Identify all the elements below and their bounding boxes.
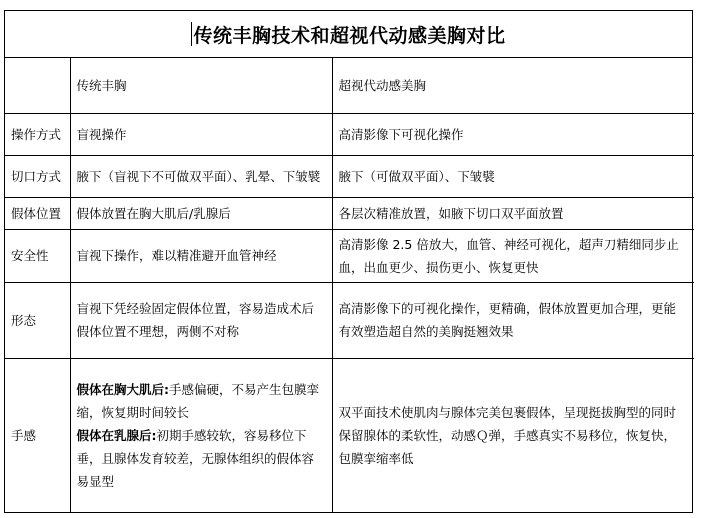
row-label[interactable]: 操作方式: [5, 113, 70, 155]
new-method-cell[interactable]: 腋下（可做双平面）、下皱襞: [332, 155, 694, 197]
new-method-cell[interactable]: 双平面技术使肌肉与腺体完美包裹假体，呈现挺拔胸型的同时保留腺体的柔软性，动感Ｑ弹，手感真实不易移位，恢复快，包膜挛缩率低: [332, 358, 694, 512]
traditional-cell[interactable]: 腋下（盲视下不可做双平面）、乳晕、下皱襞: [70, 155, 332, 197]
table-row: [5, 358, 694, 512]
row-label[interactable]: 切口方式: [5, 155, 70, 197]
table-header-row: [5, 58, 694, 113]
implant-under-muscle-text: 手感偏硬，不易产生包膜挛缩，恢复期时间较长: [76, 381, 320, 420]
implant-under-gland-label: 假体在乳腺后:: [76, 427, 157, 443]
implant-under-gland-text: 初期手感较软，容易移位下垂，且腺体发育较差，无腺体组织的假体容易显型: [76, 427, 315, 489]
new-method-cell[interactable]: 各层次精准放置，如腋下切口双平面放置: [332, 197, 694, 229]
new-method-cell[interactable]: 高清影像 2.5 倍放大，血管、神经可视化，超声刀精细同步止血，出血更少、损伤更小、恢复更快: [332, 229, 694, 282]
traditional-cell[interactable]: 盲视操作: [70, 113, 332, 155]
title-row: [5, 11, 692, 58]
table-row: [5, 229, 694, 282]
new-method-cell[interactable]: 高清影像下的可视化操作，更精确，假体放置更加合理，更能有效塑造超自然的美胸挺翘效果: [332, 282, 694, 358]
table-row: [5, 155, 694, 197]
row-label[interactable]: 形态: [5, 282, 70, 358]
row-label[interactable]: 安全性: [5, 229, 70, 282]
header-new-method[interactable]: 超视代动感美胸: [332, 58, 694, 113]
comparison-document: [4, 10, 693, 513]
table-row: [5, 113, 694, 155]
table-row: [5, 282, 694, 358]
traditional-cell[interactable]: 假体放置在胸大肌后/乳腺后: [70, 197, 332, 229]
traditional-cell[interactable]: [70, 358, 332, 512]
traditional-cell[interactable]: 盲视下操作，难以精准避开血管神经: [70, 229, 332, 282]
new-method-cell[interactable]: 高清影像下可视化操作: [332, 113, 694, 155]
header-traditional[interactable]: 传统丰胸: [70, 58, 332, 113]
row-label[interactable]: 手感: [5, 358, 70, 512]
table-row: [5, 197, 694, 229]
comparison-table: [5, 58, 694, 512]
row-label[interactable]: 假体位置: [5, 197, 70, 229]
traditional-cell[interactable]: 盲视下凭经验固定假体位置，容易造成术后假体位置不理想，两侧不对称: [70, 282, 332, 358]
document-title[interactable]: 传统丰胸技术和超视代动感美胸对比: [193, 24, 506, 47]
header-corner-cell: [5, 58, 70, 113]
implant-under-muscle-label: 假体在胸大肌后:: [76, 381, 169, 397]
